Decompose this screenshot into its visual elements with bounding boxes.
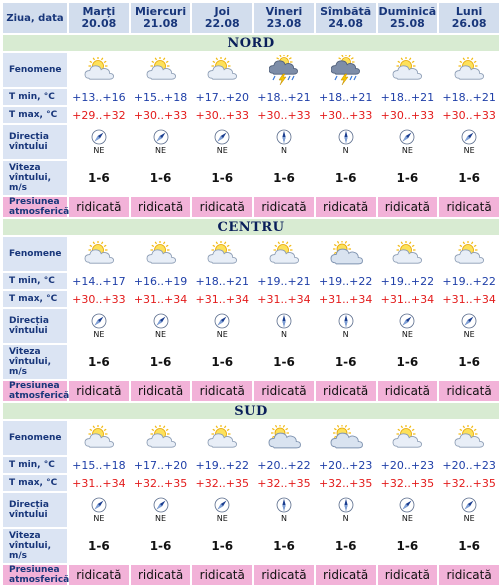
region-title-row (3, 403, 499, 419)
tmin-label: T min, °C (3, 273, 67, 289)
wind-direction (316, 497, 376, 523)
partly-cloudy-icon (254, 241, 314, 267)
wind-speed-value: 1-6 (439, 345, 499, 379)
tmax-value: +30..+33 (439, 107, 499, 123)
wind-speed-value: 1-6 (316, 161, 376, 195)
wind-direction-text: N (342, 146, 349, 155)
compass-icon (91, 313, 107, 329)
wind-direction-text: NE (401, 146, 413, 155)
wind-direction (254, 129, 314, 155)
weather-cell (192, 53, 252, 87)
weather-cell (131, 53, 191, 87)
day-date: 24.08 (328, 17, 364, 30)
wind-direction-text: NE (216, 330, 228, 339)
wind-direction-cell (69, 493, 129, 527)
compass-icon (399, 313, 415, 329)
tmin-value: +18..+21 (439, 89, 499, 105)
tmin-value: +20..+23 (378, 457, 438, 473)
partly-cloudy-icon (192, 241, 252, 267)
wind-direction-cell (131, 493, 191, 527)
tmax-label: T max, °C (3, 107, 67, 123)
tmin-label: T min, °C (3, 457, 67, 473)
compass-icon (276, 313, 292, 329)
wind-direction-cell (192, 125, 252, 159)
partly-cloudy-icon (378, 425, 438, 451)
wind-direction-text: NE (155, 514, 167, 523)
partly-cloudy-icon (69, 241, 129, 267)
wind-direction-text: NE (216, 514, 228, 523)
tmax-row (3, 475, 499, 491)
weather-cell (378, 237, 438, 271)
wind-speed-row (3, 529, 499, 563)
wind-direction-cell (192, 309, 252, 343)
wind-direction-cell (316, 309, 376, 343)
wind-direction-cell (378, 309, 438, 343)
wind-direction-cell (316, 493, 376, 527)
weather-cell (192, 421, 252, 455)
day-header (192, 3, 252, 33)
weather-cell (254, 237, 314, 271)
day-name: Vineri (265, 5, 303, 18)
wind-direction-text: NE (463, 330, 475, 339)
tmax-value: +30..+33 (69, 291, 129, 307)
pressure-value: ridicată (378, 381, 438, 401)
fenomene-row (3, 53, 499, 87)
tmin-row (3, 89, 499, 105)
day-date: 26.08 (451, 17, 487, 30)
pressure-value: ridicată (439, 565, 499, 585)
weather-cell (439, 421, 499, 455)
tmin-value: +18..+21 (192, 273, 252, 289)
wind-direction-text: NE (93, 514, 105, 523)
wind-direction-cell (378, 125, 438, 159)
tmax-value: +32..+35 (378, 475, 438, 491)
tmin-value: +19..+21 (254, 273, 314, 289)
wind-direction-text: N (342, 514, 349, 523)
wind-direction (378, 497, 438, 523)
pressure-value: ridicată (192, 565, 252, 585)
compass-icon (214, 497, 230, 513)
weather-cell (439, 237, 499, 271)
compass-icon (461, 129, 477, 145)
partly-cloudy-icon (131, 241, 191, 267)
day-name: Sîmbătă (320, 5, 372, 18)
compass-icon (276, 129, 292, 145)
compass-icon (338, 497, 354, 513)
pressure-value: ridicată (131, 197, 191, 217)
tmax-value: +31..+34 (316, 291, 376, 307)
wind-direction-cell (254, 125, 314, 159)
wind-speed-value: 1-6 (131, 529, 191, 563)
mostly-cloudy-icon (316, 241, 376, 267)
partly-cloudy-icon (378, 241, 438, 267)
wind-direction (378, 313, 438, 339)
wind-speed-value: 1-6 (69, 529, 129, 563)
wind-direction-cell (254, 493, 314, 527)
tmax-label: T max, °C (3, 291, 67, 307)
wind-direction-cell (192, 493, 252, 527)
tmax-value: +30..+33 (316, 107, 376, 123)
wind-direction (131, 497, 191, 523)
pressure-value: ridicată (192, 197, 252, 217)
header-first-cell: Ziua, data (3, 3, 67, 33)
tmax-value: +30..+33 (131, 107, 191, 123)
wind-speed-row (3, 345, 499, 379)
wind-speed-row (3, 161, 499, 195)
tmax-value: +31..+34 (254, 291, 314, 307)
pressure-value: ridicată (316, 565, 376, 585)
wind-speed-value: 1-6 (439, 161, 499, 195)
tmax-value: +32..+35 (131, 475, 191, 491)
pressure-value: ridicată (378, 197, 438, 217)
pressure-value: ridicată (69, 197, 129, 217)
wind-speed-value: 1-6 (192, 161, 252, 195)
day-name: Marți (82, 5, 116, 18)
fenomene-row (3, 237, 499, 271)
tmin-value: +14..+17 (69, 273, 129, 289)
pressure-value: ridicată (254, 197, 314, 217)
wind-direction (439, 129, 499, 155)
tmin-value: +18..+21 (378, 89, 438, 105)
wind-direction (439, 497, 499, 523)
compass-icon (214, 129, 230, 145)
wind-speed-value: 1-6 (69, 161, 129, 195)
partly-cloudy-icon (192, 57, 252, 83)
tmax-value: +32..+35 (254, 475, 314, 491)
wind-direction (69, 497, 129, 523)
wind-direction-text: NE (155, 330, 167, 339)
tmin-value: +19..+22 (439, 273, 499, 289)
tmax-label: T max, °C (3, 475, 67, 491)
wind-speed-value: 1-6 (192, 345, 252, 379)
wind-direction (131, 313, 191, 339)
pressure-value: ridicată (192, 381, 252, 401)
mostly-cloudy-icon (254, 425, 314, 451)
wind-direction-cell (439, 493, 499, 527)
wind-direction-label: Direcția vîntului (3, 493, 67, 527)
tmin-value: +19..+22 (316, 273, 376, 289)
tmin-value: +20..+22 (254, 457, 314, 473)
wind-speed-value: 1-6 (378, 345, 438, 379)
compass-icon (461, 313, 477, 329)
wind-direction (439, 313, 499, 339)
wind-direction-text: NE (93, 330, 105, 339)
partly-cloudy-icon (192, 425, 252, 451)
tmin-value: +18..+21 (254, 89, 314, 105)
day-date: 20.08 (81, 17, 117, 30)
wind-direction-cell (378, 493, 438, 527)
compass-icon (153, 313, 169, 329)
tmax-value: +31..+34 (192, 291, 252, 307)
day-date: 22.08 (204, 17, 240, 30)
wind-direction-text: N (342, 330, 349, 339)
weather-cell (131, 421, 191, 455)
wind-direction-cell (439, 125, 499, 159)
tmin-value: +18..+21 (316, 89, 376, 105)
partly-cloudy-icon (131, 57, 191, 83)
wind-direction (316, 129, 376, 155)
tmin-value: +13..+16 (69, 89, 129, 105)
wind-direction-text: NE (93, 146, 105, 155)
weather-cell (439, 53, 499, 87)
pressure-value: ridicată (316, 197, 376, 217)
wind-direction (131, 129, 191, 155)
header-row (3, 3, 499, 33)
tmin-value: +15..+18 (69, 457, 129, 473)
day-name: Duminică (378, 5, 437, 18)
compass-icon (399, 497, 415, 513)
weather-cell (69, 53, 129, 87)
day-header (316, 3, 376, 33)
tmax-value: +32..+35 (439, 475, 499, 491)
tmin-value: +17..+20 (131, 457, 191, 473)
mostly-cloudy-icon (316, 425, 376, 451)
region-title: NORD (3, 35, 499, 51)
pressure-value: ridicată (69, 565, 129, 585)
pressure-value: ridicată (439, 381, 499, 401)
day-date: 23.08 (266, 17, 302, 30)
fenomene-row (3, 421, 499, 455)
day-date: 25.08 (389, 17, 425, 30)
thunderstorm-rain-icon (254, 55, 314, 85)
pressure-label: Presiunea atmosferică (3, 565, 67, 585)
day-date: 21.08 (143, 17, 178, 30)
wind-direction-text: NE (401, 330, 413, 339)
compass-icon (153, 129, 169, 145)
wind-speed-value: 1-6 (254, 161, 314, 195)
tmax-value: +29..+32 (69, 107, 129, 123)
wind-direction-row (3, 125, 499, 159)
compass-icon (91, 497, 107, 513)
wind-direction-label: Direcția vîntului (3, 309, 67, 343)
wind-direction-row (3, 309, 499, 343)
pressure-value: ridicată (439, 197, 499, 217)
forecast-table (1, 1, 501, 587)
tmin-value: +15..+18 (131, 89, 191, 105)
day-header (254, 3, 314, 33)
partly-cloudy-icon (439, 57, 499, 83)
tmax-value: +30..+33 (254, 107, 314, 123)
tmin-label: T min, °C (3, 89, 67, 105)
wind-speed-label: Viteza vîntului, m/s (3, 345, 67, 379)
wind-direction-cell (316, 125, 376, 159)
tmin-value: +17..+20 (192, 89, 252, 105)
wind-speed-value: 1-6 (192, 529, 252, 563)
wind-direction (192, 313, 252, 339)
tmax-value: +32..+35 (316, 475, 376, 491)
wind-direction (316, 313, 376, 339)
partly-cloudy-icon (439, 241, 499, 267)
wind-direction (378, 129, 438, 155)
pressure-value: ridicată (316, 381, 376, 401)
wind-direction (254, 313, 314, 339)
wind-direction-text: NE (216, 146, 228, 155)
compass-icon (338, 313, 354, 329)
fenomene-label: Fenomene (3, 53, 67, 87)
wind-direction-text: N (280, 330, 287, 339)
partly-cloudy-icon (131, 425, 191, 451)
pressure-row (3, 197, 499, 217)
day-header (378, 3, 438, 33)
wind-speed-value: 1-6 (316, 345, 376, 379)
pressure-value: ridicată (254, 565, 314, 585)
fenomene-label: Fenomene (3, 421, 67, 455)
pressure-value: ridicată (378, 565, 438, 585)
weather-cell (316, 53, 376, 87)
day-header (439, 3, 499, 33)
wind-speed-value: 1-6 (254, 345, 314, 379)
wind-speed-value: 1-6 (378, 529, 438, 563)
wind-direction-label: Direcția vîntului (3, 125, 67, 159)
weather-cell (69, 237, 129, 271)
pressure-value: ridicată (254, 381, 314, 401)
tmax-value: +31..+34 (378, 291, 438, 307)
tmin-value: +16..+19 (131, 273, 191, 289)
wind-direction-row (3, 493, 499, 527)
compass-icon (399, 129, 415, 145)
pressure-value: ridicată (131, 565, 191, 585)
pressure-value: ridicată (69, 381, 129, 401)
partly-cloudy-icon (378, 57, 438, 83)
day-header (69, 3, 129, 33)
weather-cell (254, 421, 314, 455)
wind-direction-cell (254, 309, 314, 343)
tmax-value: +31..+34 (69, 475, 129, 491)
partly-cloudy-icon (69, 57, 129, 83)
wind-direction-cell (69, 125, 129, 159)
weather-cell (316, 237, 376, 271)
weather-cell (69, 421, 129, 455)
compass-icon (91, 129, 107, 145)
compass-icon (461, 497, 477, 513)
wind-direction-cell (131, 125, 191, 159)
fenomene-label: Fenomene (3, 237, 67, 271)
wind-speed-value: 1-6 (378, 161, 438, 195)
tmax-value: +31..+34 (131, 291, 191, 307)
thunderstorm-rain-icon (316, 55, 376, 85)
forecast-page (1, 1, 501, 585)
tmin-value: +20..+23 (439, 457, 499, 473)
weather-cell (131, 237, 191, 271)
weather-cell (254, 53, 314, 87)
weather-cell (378, 421, 438, 455)
wind-direction-cell (69, 309, 129, 343)
wind-direction (192, 129, 252, 155)
wind-direction-text: N (280, 514, 287, 523)
wind-direction-text: NE (463, 514, 475, 523)
tmin-row (3, 457, 499, 473)
wind-speed-value: 1-6 (439, 529, 499, 563)
wind-direction (69, 129, 129, 155)
wind-direction-text: NE (401, 514, 413, 523)
wind-speed-value: 1-6 (69, 345, 129, 379)
tmax-value: +31..+34 (439, 291, 499, 307)
day-name: Miercuri (134, 5, 187, 18)
pressure-label: Presiunea atmosferică (3, 381, 67, 401)
partly-cloudy-icon (69, 425, 129, 451)
tmax-row (3, 107, 499, 123)
wind-speed-value: 1-6 (316, 529, 376, 563)
tmax-value: +30..+33 (192, 107, 252, 123)
wind-direction-cell (131, 309, 191, 343)
region-title: SUD (3, 403, 499, 419)
weather-cell (378, 53, 438, 87)
tmin-value: +20..+23 (316, 457, 376, 473)
pressure-row (3, 565, 499, 585)
compass-icon (276, 497, 292, 513)
day-name: Joi (214, 5, 230, 18)
tmin-value: +19..+22 (378, 273, 438, 289)
tmax-row (3, 291, 499, 307)
day-name: Luni (455, 5, 483, 18)
wind-direction-text: N (280, 146, 287, 155)
pressure-value: ridicată (131, 381, 191, 401)
wind-speed-label: Viteza vîntului, m/s (3, 529, 67, 563)
region-title-row (3, 219, 499, 235)
pressure-row (3, 381, 499, 401)
tmin-value: +19..+22 (192, 457, 252, 473)
region-title: CENTRU (3, 219, 499, 235)
weather-cell (192, 237, 252, 271)
day-header (131, 3, 191, 33)
wind-speed-value: 1-6 (254, 529, 314, 563)
wind-direction-text: NE (463, 146, 475, 155)
wind-speed-value: 1-6 (131, 345, 191, 379)
pressure-label: Presiunea atmosferică (3, 197, 67, 217)
region-title-row (3, 35, 499, 51)
tmin-row (3, 273, 499, 289)
weather-cell (316, 421, 376, 455)
tmax-value: +30..+33 (378, 107, 438, 123)
wind-direction (192, 497, 252, 523)
wind-direction (254, 497, 314, 523)
wind-speed-value: 1-6 (131, 161, 191, 195)
wind-speed-label: Viteza vîntului, m/s (3, 161, 67, 195)
wind-direction (69, 313, 129, 339)
compass-icon (153, 497, 169, 513)
tmax-value: +32..+35 (192, 475, 252, 491)
compass-icon (214, 313, 230, 329)
wind-direction-text: NE (155, 146, 167, 155)
partly-cloudy-icon (439, 425, 499, 451)
wind-direction-cell (439, 309, 499, 343)
compass-icon (338, 129, 354, 145)
